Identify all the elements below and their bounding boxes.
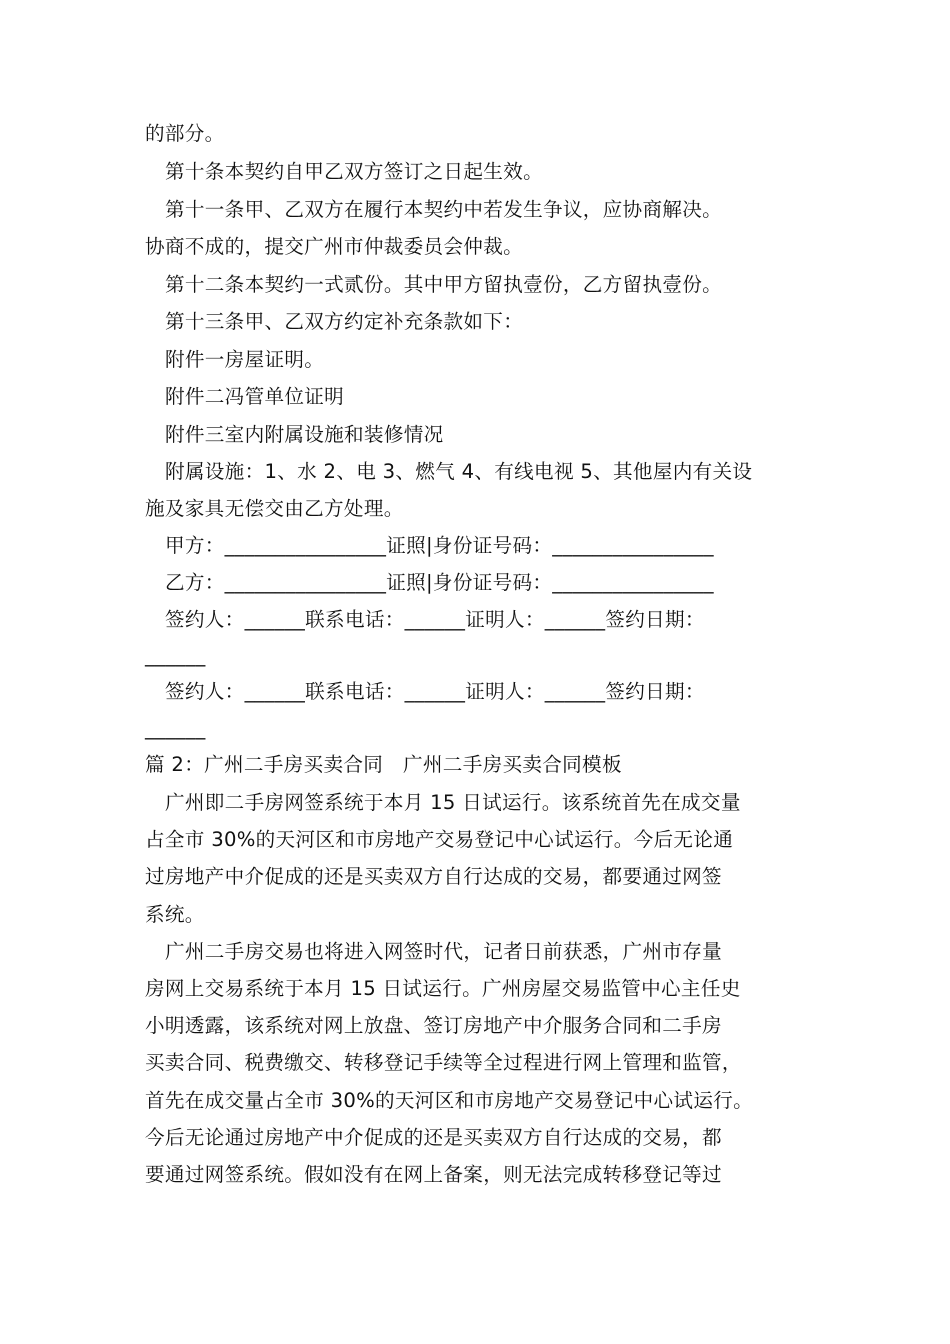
text-line: 第十一条甲、乙双方在履行本契约中若发生争议，应协商解决。 — [165, 198, 723, 221]
text-line: 过房地产中介促成的还是买卖双方自行达成的交易，都要通过网签 — [145, 865, 722, 888]
text-line: 房网上交易系统于本月 15 日试运行。广州房屋交易监管中心主任史 — [145, 977, 741, 1000]
text-line: 买卖合同、税费缴交、转移登记手续等全过程进行网上管理和监管， — [145, 1051, 742, 1074]
text-line: 占全市 30%的天河区和市房地产交易登记中心试运行。今后无论通 — [145, 828, 734, 851]
text-line: 要通过网签系统。假如没有在网上备案，则无法完成转移登记等过 — [145, 1163, 722, 1186]
text-line: 协商不成的，提交广州市仲裁委员会仲裁。 — [145, 235, 523, 258]
text-line: 第十三条甲、乙双方约定补充条款如下： — [165, 310, 524, 333]
text-line: 的部分。 — [145, 122, 225, 145]
text-line: 施及家具无偿交由乙方处理。 — [145, 497, 404, 520]
text-line: ______ — [145, 644, 206, 667]
text-line: 首先在成交量占全市 30%的天河区和市房地产交易登记中心试运行。 — [145, 1089, 754, 1112]
text-line: 小明透露，该系统对网上放盘、签订房地产中介服务合同和二手房 — [145, 1014, 722, 1037]
text-line: 广州二手房交易也将进入网签时代，记者日前获悉，广州市存量 — [165, 940, 723, 963]
text-line: 附件二冯管单位证明 — [165, 385, 345, 408]
text-line: 附件一房屋证明。 — [165, 348, 325, 371]
text-line: 附件三室内附属设施和装修情况 — [165, 423, 444, 446]
signatory-line: 签约人：______联系电话：______证明人：______签约日期： — [165, 608, 705, 631]
section-heading: 篇 2：广州二手房买卖合同 广州二手房买卖合同模板 — [145, 753, 622, 776]
text-line: 第十条本契约自甲乙双方签订之日起生效。 — [165, 160, 543, 183]
text-line: ______ — [145, 717, 206, 740]
text-line: 系统。 — [145, 903, 205, 926]
text-line: 附属设施：1、水 2、电 3、燃气 4、有线电视 5、其他屋内有关设 — [165, 460, 753, 483]
text-line: 今后无论通过房地产中介促成的还是买卖双方自行达成的交易，都 — [145, 1126, 722, 1149]
text-line: 第十二条本契约一式贰份。其中甲方留执壹份，乙方留执壹份。 — [165, 273, 723, 296]
signature-line-party-b: 乙方：________________证照|身份证号码：________________ — [165, 571, 714, 594]
signatory-line: 签约人：______联系电话：______证明人：______签约日期： — [165, 680, 705, 703]
signature-line-party-a: 甲方：________________证照|身份证号码：________________ — [165, 534, 714, 557]
text-line: 广州即二手房网签系统于本月 15 日试运行。该系统首先在成交量 — [165, 791, 741, 814]
